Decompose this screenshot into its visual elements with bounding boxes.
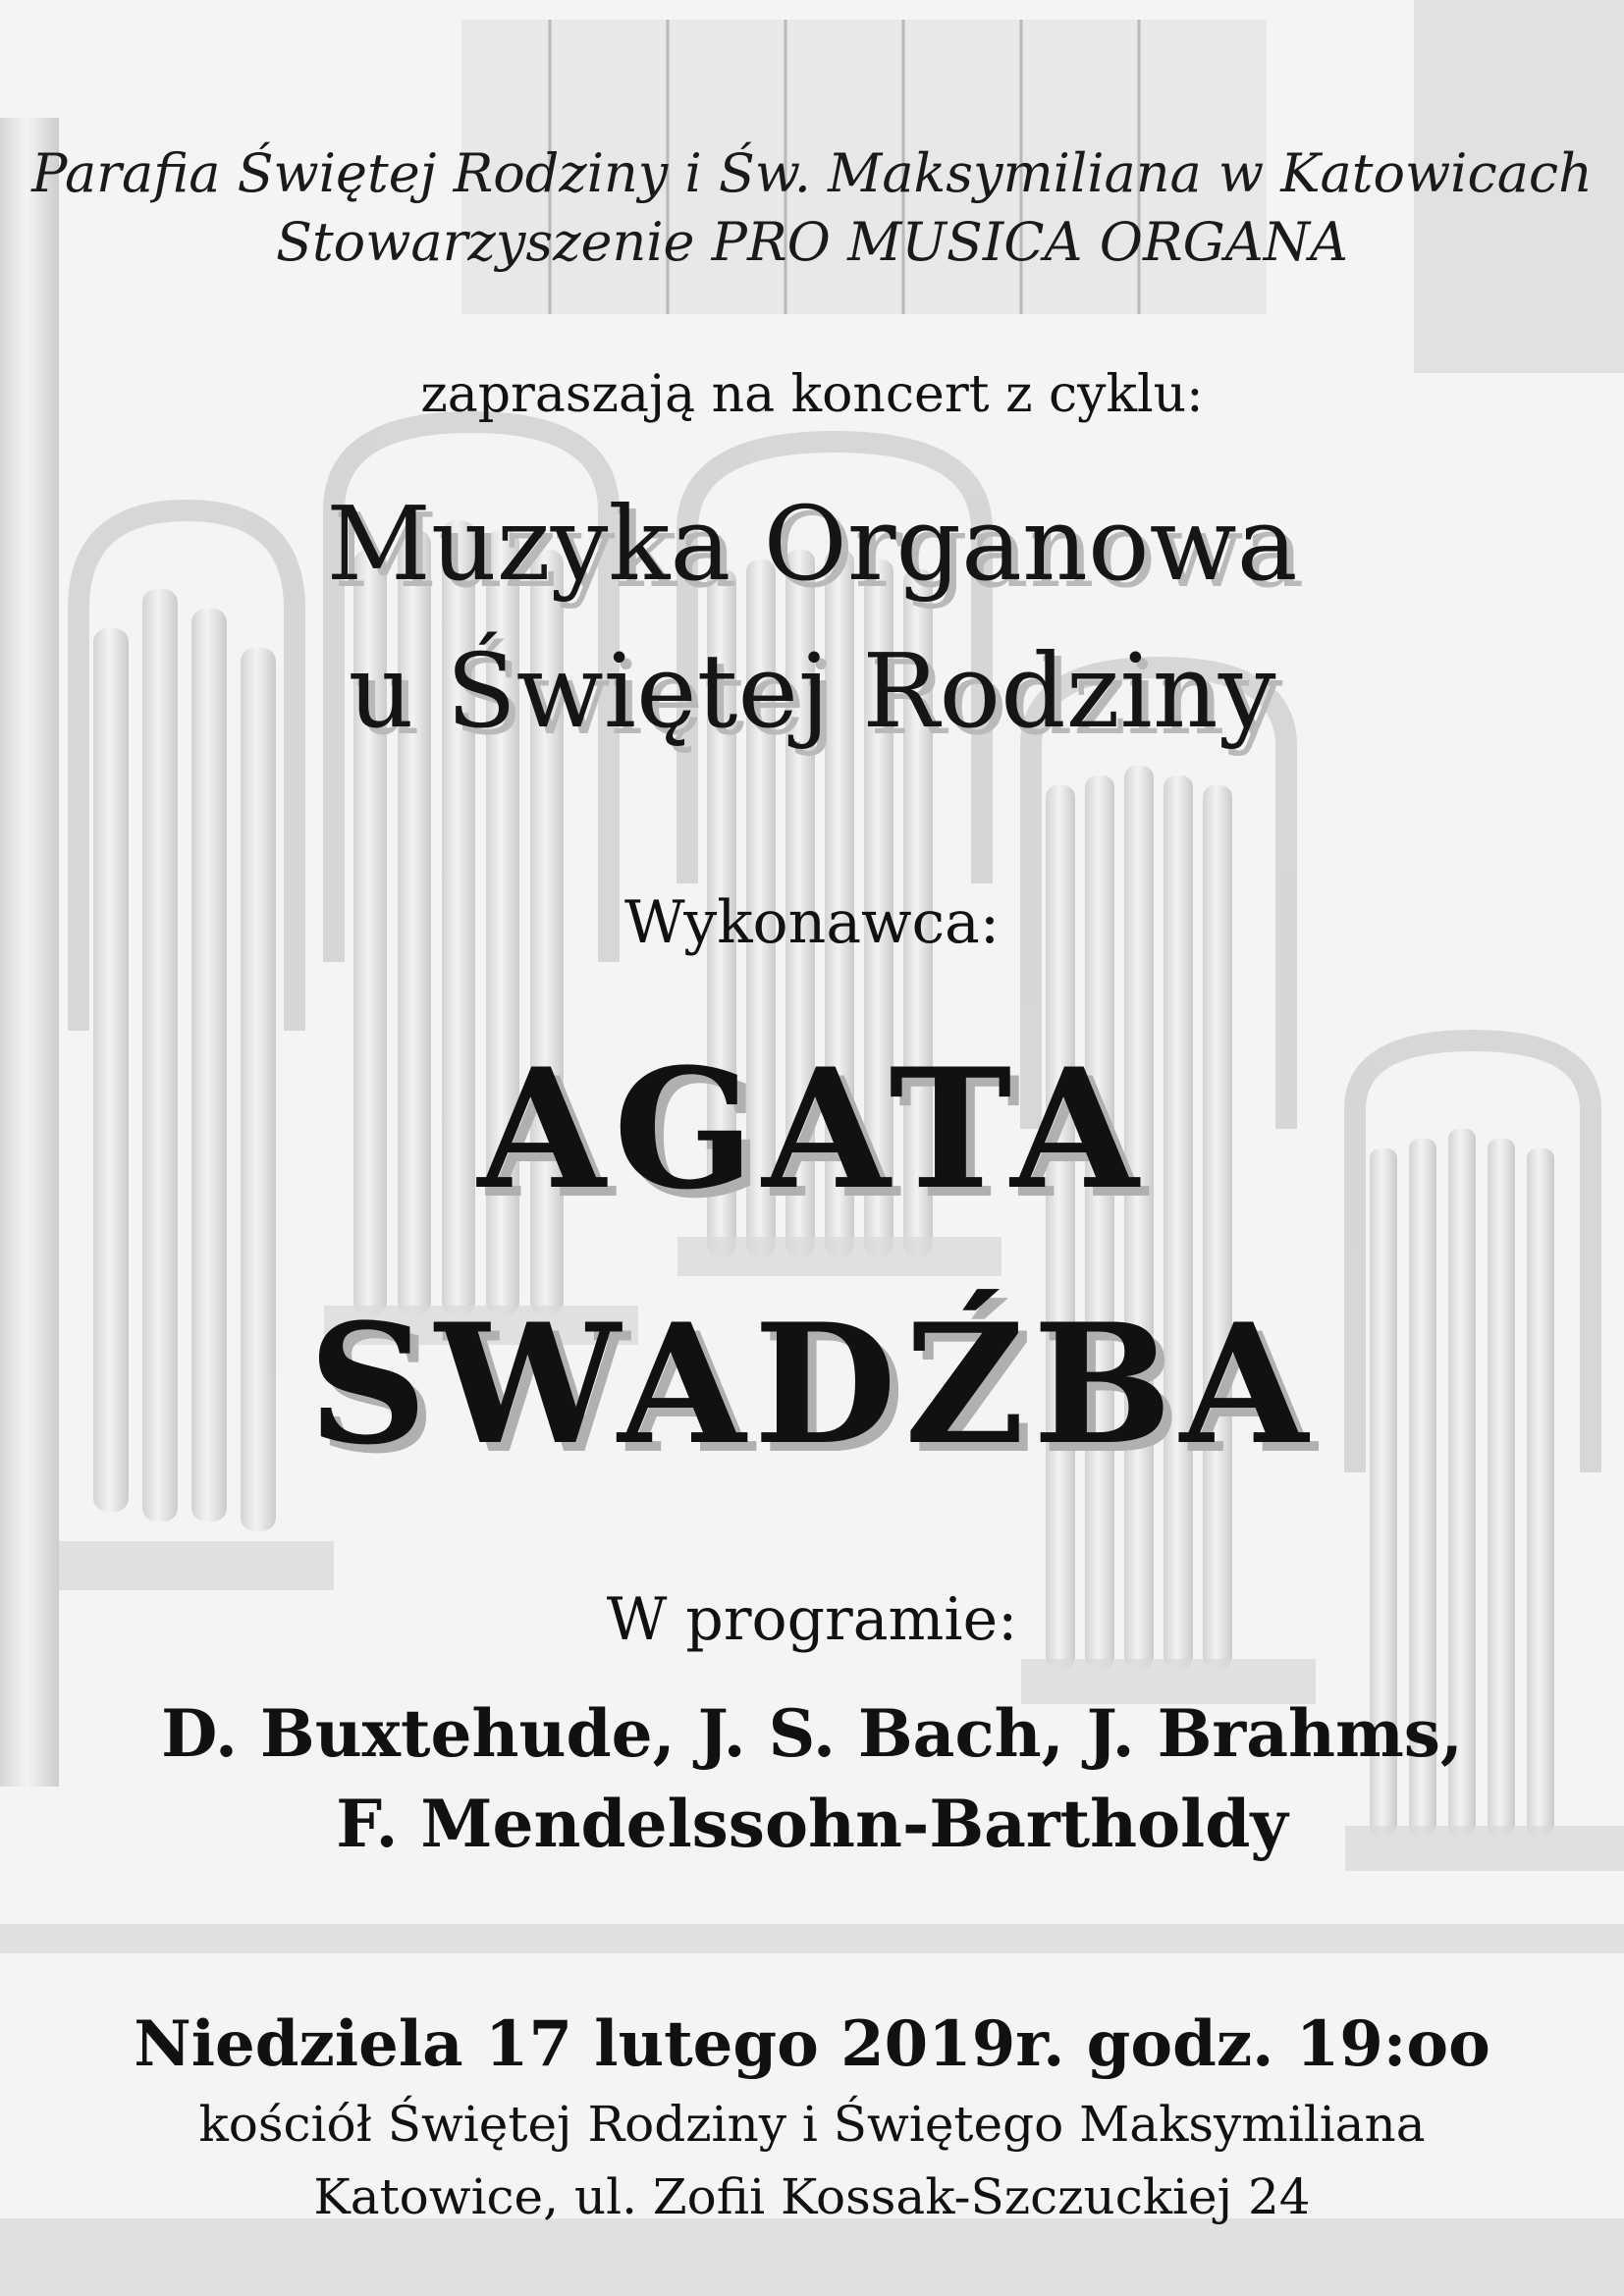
concert-date-time: Niedziela 17 lutego 2019r. godz. 19:oo [134, 2007, 1490, 2081]
program-label: W programie: [606, 1585, 1018, 1654]
invitation-text: zapraszają na koncert z cyklu: [420, 365, 1204, 424]
performer-first-name: AGATA [477, 1032, 1147, 1226]
organizer-parish: Parafia Świętej Rodziny i Św. Maksymiliana w Katowicach [31, 142, 1593, 204]
series-title-line2: u Świętej Rodziny [348, 631, 1276, 751]
performer-last-name: SWADŹBA [307, 1287, 1317, 1481]
venue-address: Katowice, ul. Zofii Kossak-Szczuckiej 24 [313, 2168, 1311, 2225]
organizer-association: Stowarzyszenie PRO MUSICA ORGANA [275, 211, 1349, 273]
performer-label: Wykonawca: [623, 888, 1001, 957]
series-title-line1: Muzyka Organowa [326, 484, 1298, 604]
composers-line1: D. Buxtehude, J. S. Bach, J. Brahms, [161, 1695, 1463, 1772]
venue-church: kościół Świętej Rodziny i Świętego Maksymiliana [198, 2096, 1426, 2153]
composers-line2: F. Mendelssohn-Bartholdy [336, 1786, 1288, 1862]
